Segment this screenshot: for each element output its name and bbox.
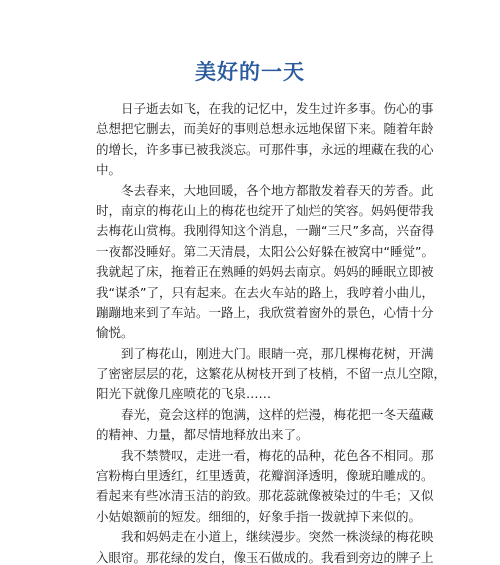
text-line: 的增长，许多事已被我淡忘。可那件事，永远的埋藏在我的心 [96,141,434,157]
text-line: 宫粉梅白里透红，红里透黄，花瓣润泽透明，像琥珀雕成的。 [96,468,434,484]
text-line: 到了梅花山，刚进大门。眼睛一亮，那几棵梅花树，开满 [121,345,434,361]
text-line: 入眼帘。那花绿的发白，像玉石做成的。我看到旁边的牌子上 [96,549,434,565]
text-line: 日子逝去如飞，在我的记忆中，发生过许多事。伤心的事 [121,101,434,116]
document-body [96,99,447,565]
text-line: 一夜都没睡好。第二天清晨，太阳公公好躲在被窝中“睡觉”。 [96,243,434,259]
text-line: 阳光下就像几座喷花的飞泉…… [96,386,272,402]
paragraph [96,527,434,565]
text-line: 时，南京的梅花山上的梅花也绽开了灿烂的笑容。妈妈便带我 [96,202,434,218]
text-line: 去梅花山赏梅。我刚得知这个消息，一蹦“三尺”多高，兴奋得 [96,223,434,239]
text-line: 总想把它删去，而美好的事则总想永远地保留下来。随着年龄 [96,121,434,137]
paragraph [96,99,434,181]
text-line: 我就起了床，拖着正在熟睡的妈妈去南京。妈妈的睡眠立即被 [96,264,434,280]
text-line: 中。 [96,162,122,178]
text-line: 的精神、力量，都尽情地释放出来了。 [96,427,309,443]
text-line: 我“谋杀”了，只有起来。在去火车站的路上，我哼着小曲儿， [96,284,434,300]
text-line: 愉悦。 [96,325,134,341]
text-line: 我和妈妈走在小道上，继续漫步。突然一株淡绿的梅花映 [121,529,434,545]
text-line: 小姑娘额前的短发。细细的，好象手指一拨就掉下来似的。 [96,508,422,524]
text-line: 看起来有些冰清玉洁的韵致。那花蕊就像被染过的牛毛；又似 [96,488,434,504]
paragraph [96,405,434,446]
document-title: 美好的一天 [195,60,305,84]
paragraph [96,446,434,528]
text-line: 我不禁赞叹，走进一看，梅花的品种，花色各不相同。那 [121,447,434,463]
paragraph [96,181,434,344]
text-line: 蹦蹦地来到了车站。一路上，我欣赏着窗外的景色，心情十分 [96,304,434,320]
text-line: 冬去春来，大地回暖，各个地方都散发着春天的芳香。此 [121,182,434,198]
text-line: 了密密层层的花，这繁花从树枝开到了枝梢，不留一点儿空隙， [96,366,447,382]
text-line: 春光，竟会这样的饱满，这样的烂漫，梅花把一冬天蕴藏 [121,406,434,422]
paragraph [96,344,447,405]
